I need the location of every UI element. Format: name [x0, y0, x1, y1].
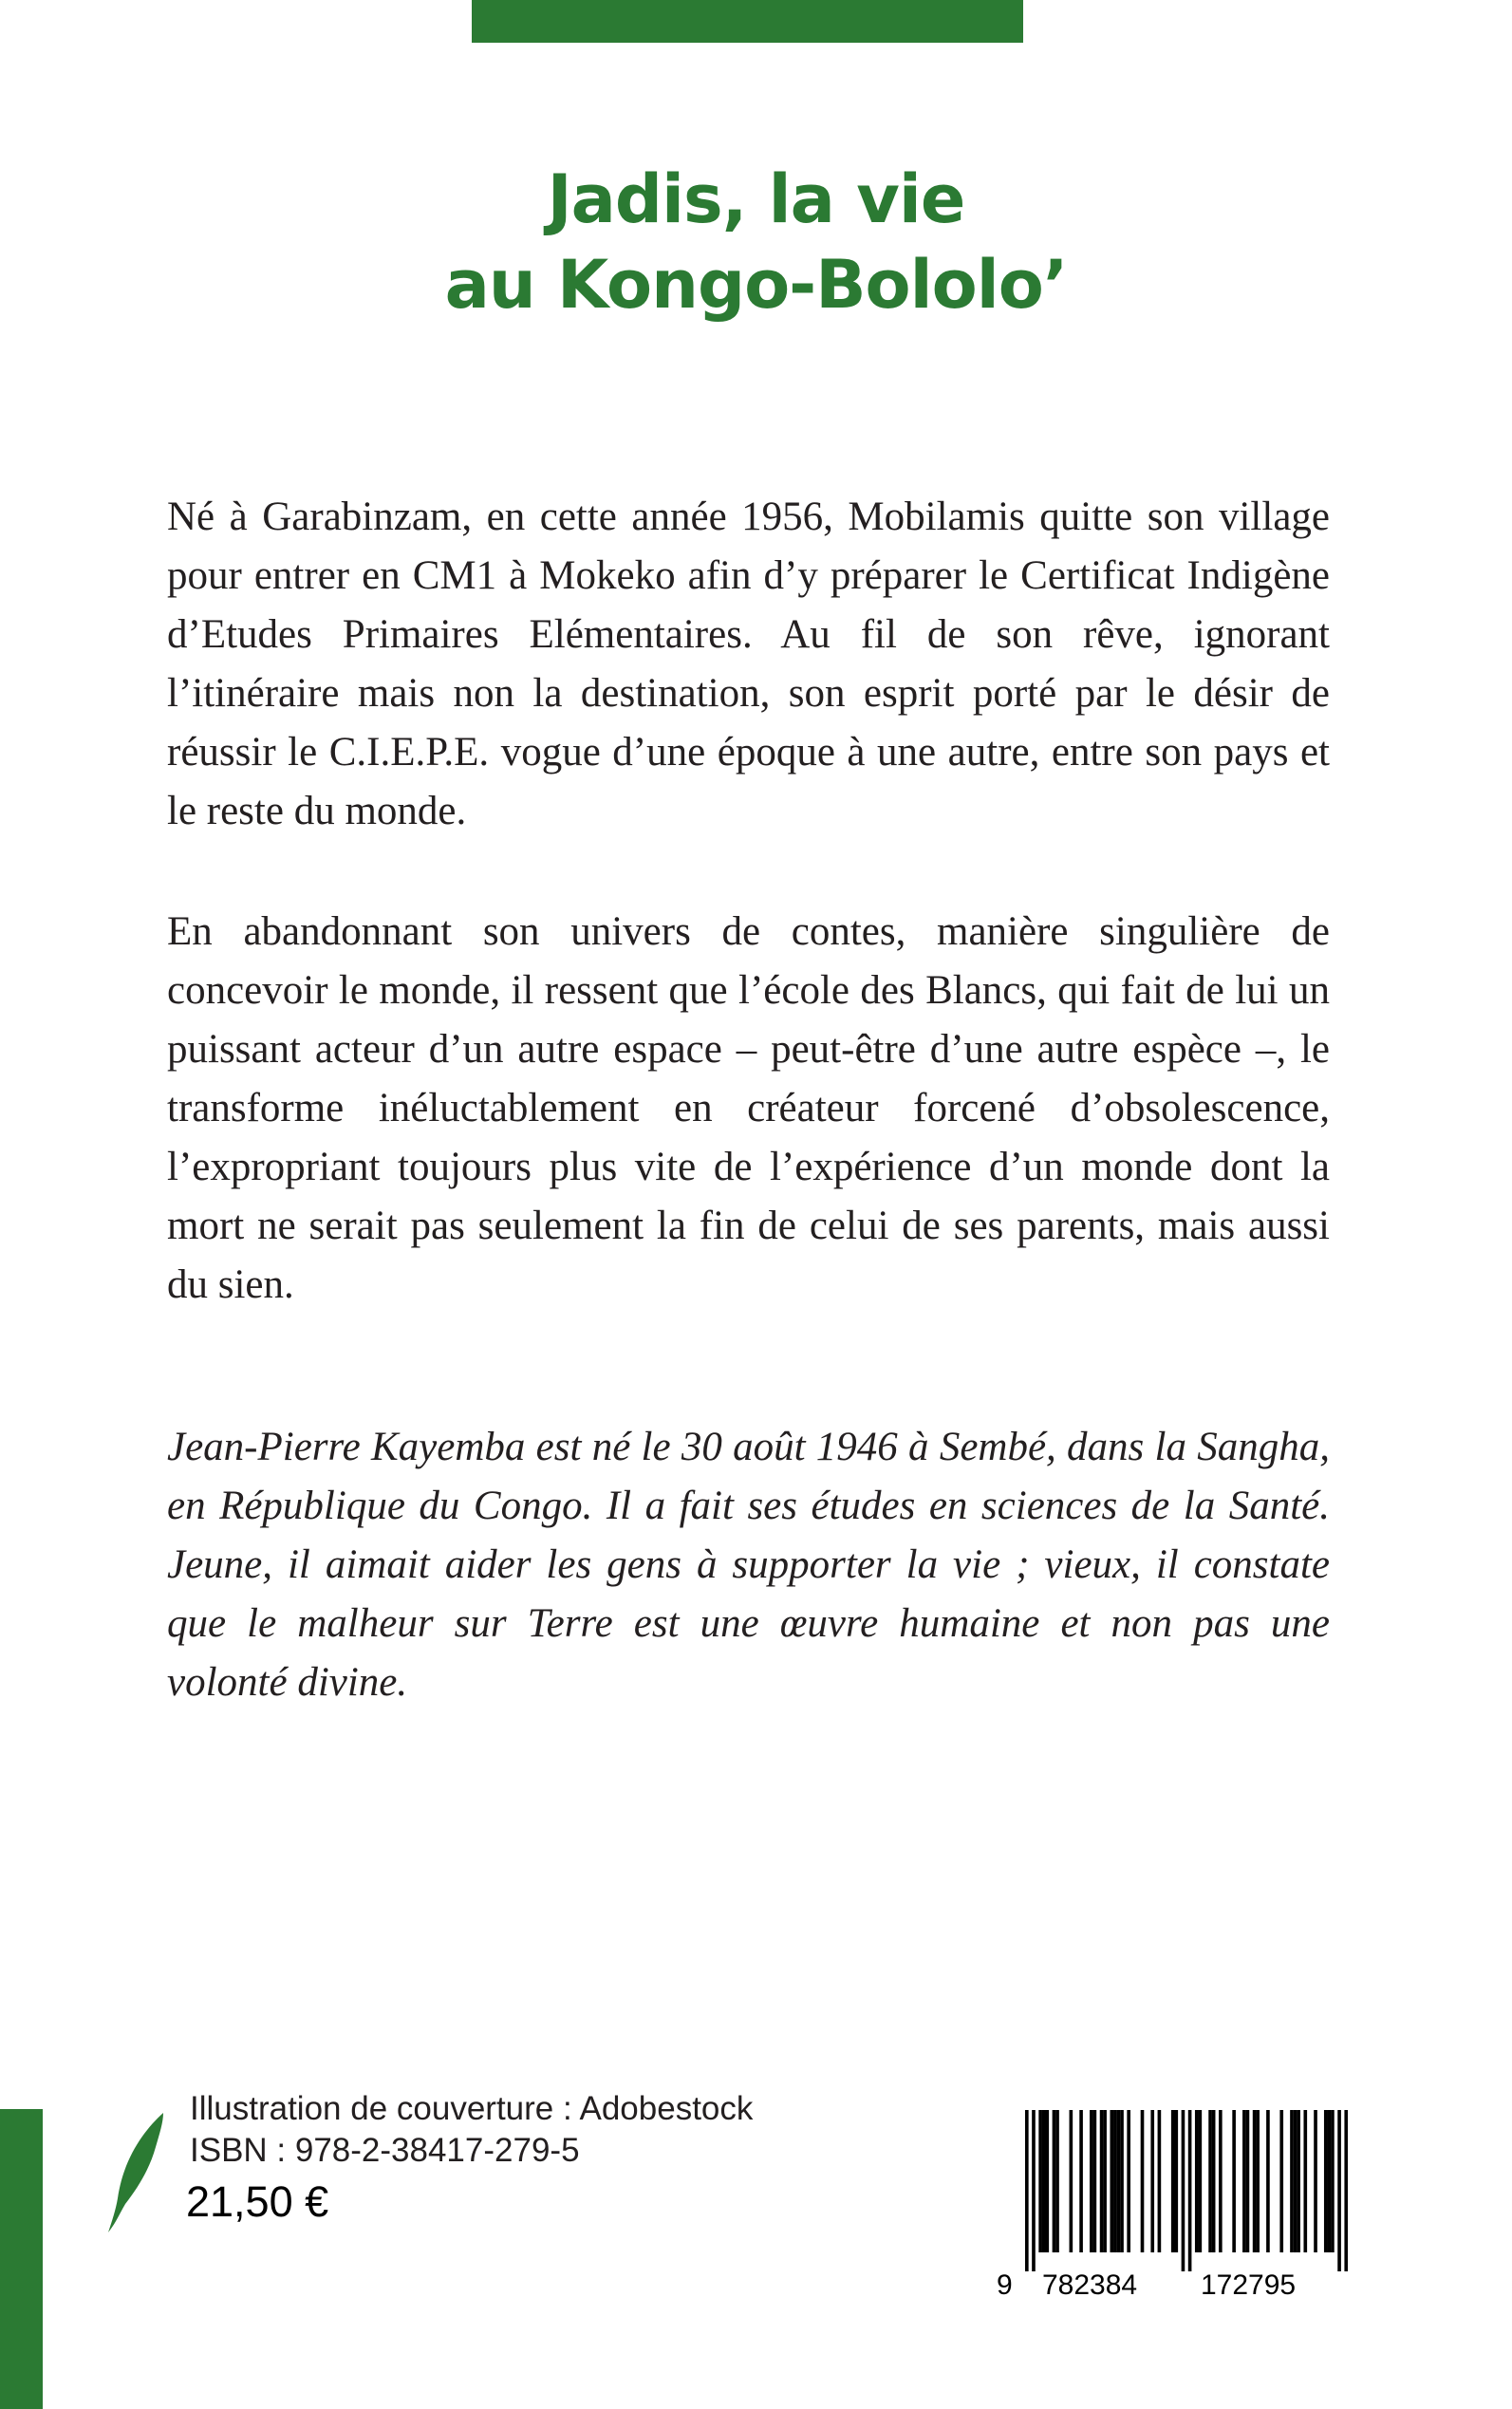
barcode-bar [1199, 2110, 1203, 2252]
barcode-bar [1212, 2110, 1216, 2252]
barcode-bar [1100, 2110, 1104, 2252]
barcode-bar [1093, 2110, 1097, 2252]
barcode-bar [1158, 2110, 1162, 2252]
barcode-bar [1232, 2110, 1236, 2252]
barcode-bar [1324, 2110, 1328, 2252]
top-accent-bar [472, 0, 1023, 43]
barcode-group-2: 172795 [1201, 2269, 1297, 2301]
barcode-bar [1141, 2110, 1145, 2252]
barcode-bar [1117, 2110, 1121, 2252]
barcode-bar [1242, 2110, 1246, 2252]
barcode-bar [1150, 2110, 1154, 2252]
book-title-line-2: au Kongo-Bololo’ [444, 246, 1068, 324]
barcode-bar [1055, 2110, 1059, 2252]
author-bio: Jean-Pierre Kayemba est né le 30 août 1946 à Sembé, dans la Sangha, en République du Congo. Il a fait ses études en sciences de la Santé. Jeune, il aimait aider les gens à supporter la vie ; vieux, il constate que le malheur sur Terre est une œuvre humaine et non pas une volonté divine. [167, 1425, 1330, 1705]
book-title [0, 157, 1512, 327]
price-label: 21,50 € [186, 2177, 329, 2226]
barcode-guard-bar [1025, 2110, 1029, 2271]
barcode-bar [1297, 2110, 1300, 2252]
barcode-bar [1266, 2110, 1270, 2252]
barcode-bar [1279, 2110, 1283, 2252]
barcode-bar [1045, 2110, 1049, 2252]
barcode-bar [1314, 2110, 1317, 2252]
barcode-bar [1127, 2110, 1130, 2252]
side-accent-bar [0, 2109, 43, 2409]
isbn-label: ISBN : 978-2-38417-279-5 [190, 2132, 580, 2169]
barcode-lead-digit: 9 [997, 2269, 1013, 2301]
barcode-guard-bar [1188, 2110, 1192, 2271]
barcode-bar [1253, 2110, 1257, 2252]
credits-block [190, 2088, 753, 2172]
isbn-barcode [1025, 2110, 1348, 2271]
barcode-bar [1103, 2110, 1107, 2252]
barcode-bar [1079, 2110, 1083, 2252]
barcode-guard-bar [1344, 2110, 1348, 2271]
barcode-guard-bar [1032, 2110, 1036, 2271]
barcode-bar [1070, 2110, 1073, 2252]
book-title-line-1: Jadis, la vie [547, 160, 965, 238]
barcode-bar [1042, 2110, 1046, 2252]
barcode-bar [1120, 2110, 1124, 2252]
barcode-bar [1208, 2110, 1212, 2252]
barcode-guard-bar [1337, 2110, 1341, 2271]
barcode-bar [1256, 2110, 1260, 2252]
barcode-bar [1331, 2110, 1335, 2252]
barcode-bar [1246, 2110, 1250, 2252]
barcode-bar [1038, 2110, 1042, 2252]
feather-quill-icon [106, 2111, 167, 2234]
barcode-bar [1195, 2110, 1199, 2252]
summary-paragraph-1: Né à Garabinzam, en cette année 1956, Mobilamis quitte son village pour entrer en CM1 à Mokeko afin d’y préparer le Certificat Indigène d’Etudes Primaires Elémentaires. Au fil de son rêve, ignorant l’itinéraire mais non la destination, son esprit porté par le désir de réussir le C.I.E.P.E. vogue d’une époque à une autre, entre son pays et le reste du monde. [167, 495, 1330, 833]
barcode-bar [1053, 2110, 1056, 2252]
barcode-bar [1303, 2110, 1307, 2252]
barcode-bar [1328, 2110, 1332, 2252]
barcode-group-1: 782384 [1042, 2269, 1138, 2301]
barcode-guard-bar [1182, 2110, 1185, 2271]
barcode-bar [1290, 2110, 1294, 2252]
summary-paragraph-2: En abandonnant son univers de contes, manière singulière de concevoir le monde, il ressent que l’école des Blancs, qui fait de lui un puissant acteur d’un autre espace – peut-être d’une autre espèce –, le transforme inéluctablement en créateur forcené d’obsolescence, l’expropriant toujours plus vite de l’expérience d’un monde dont la mort ne serait pas seulement la fin de celui de ses parents, mais aussi du sien. [167, 909, 1330, 1307]
barcode-bar [1113, 2110, 1117, 2252]
barcode-bar [1090, 2110, 1093, 2252]
barcode-bar [1171, 2110, 1175, 2252]
barcode-bar [1294, 2110, 1297, 2252]
illustration-credit: Illustration de couverture : Adobestock [190, 2090, 754, 2127]
barcode-bar [1174, 2110, 1178, 2252]
barcode-bar [1110, 2110, 1113, 2252]
barcode-bar [1219, 2110, 1223, 2252]
